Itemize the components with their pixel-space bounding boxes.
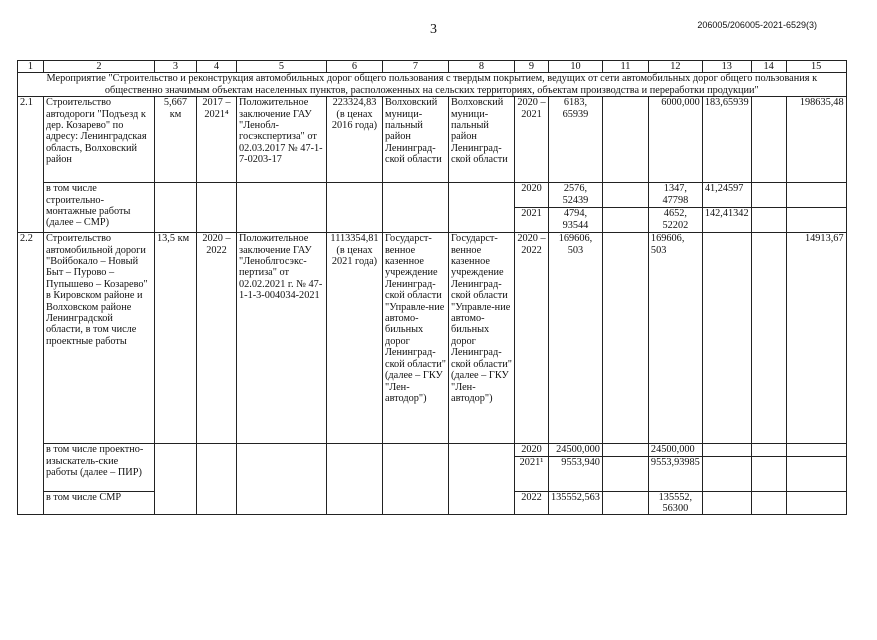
- col12-value: 9553,93985: [648, 456, 702, 491]
- empty-cell: [237, 183, 327, 233]
- period: 2020: [515, 183, 549, 208]
- col12-value: 135552, 56300: [648, 491, 702, 515]
- header-row: [18, 61, 847, 73]
- document-code: 206005/206005-2021-6529(3): [697, 20, 817, 30]
- col13-value: [702, 233, 751, 444]
- expertise-info: Положительное заключение ГАУ "Ленобл-госэкспертиза" от 02.03.2017 № 47-1-7-0203-17: [237, 97, 327, 183]
- empty-cell: [327, 444, 383, 515]
- header-cell: 7: [383, 61, 449, 73]
- header-cell: 11: [602, 61, 648, 73]
- object-name: Строительство автодороги "Подъезд к дер. Козарево" по адресу: Ленинградская область, Волховский район: [44, 97, 155, 183]
- col13-value: 183,65939: [702, 97, 751, 183]
- empty-cell: [197, 183, 237, 233]
- table-row: [18, 97, 847, 183]
- sub-label: в том числе строительно-монтажные работы (далее – СМР): [44, 183, 155, 233]
- period: 2021: [515, 208, 549, 233]
- measure-row: [18, 73, 847, 97]
- estimated-cost: 223324,83 (в ценах 2016 года): [327, 97, 383, 183]
- builder: Государст-венное казенное учреждение Ленинград-ской области "Управле-ние автомо-бильных дорог Ленинград-ской области" (далее – ГКУ "Лен-автодор"): [449, 233, 515, 444]
- empty-cell: [155, 183, 197, 233]
- sub-label: в том числе проектно-изыскатель-ские работы (далее – ПИР): [44, 444, 155, 491]
- col12-value: 169606, 503: [648, 233, 702, 444]
- customer: Государст-венное казенное учреждение Ленинград-ской области "Управле-ние автомо-бильных дорог Ленинград-ской области" (далее – ГКУ "Лен-автодор"): [383, 233, 449, 444]
- col11-value: [602, 456, 648, 491]
- col14-value: [751, 183, 786, 208]
- col13-value: [702, 444, 751, 456]
- period: 2020 – 2022: [515, 233, 549, 444]
- col14-value: [751, 233, 786, 444]
- period: 2020: [515, 444, 549, 456]
- col10-value: 9553,940: [549, 456, 603, 491]
- object-length: 13,5 км: [155, 233, 197, 444]
- builder: Волховский муници-пальный район Ленинград-ской области: [449, 97, 515, 183]
- col14-value: [751, 97, 786, 183]
- col14-value: [751, 444, 786, 456]
- col10-value: 2576, 52439: [549, 183, 603, 208]
- header-cell: 5: [237, 61, 327, 73]
- period: 2021¹: [515, 456, 549, 491]
- page-number: 3: [430, 22, 437, 37]
- row-number: 2.2: [18, 233, 44, 515]
- header-cell: 3: [155, 61, 197, 73]
- empty-cell: [327, 183, 383, 233]
- period: 2020 – 2021: [515, 97, 549, 183]
- empty-cell: [155, 444, 197, 515]
- col13-value: 142,41342: [702, 208, 751, 233]
- empty-cell: [383, 183, 449, 233]
- col15-value: [786, 444, 846, 456]
- col12-value: 6000,000: [648, 97, 702, 183]
- col13-value: 41,24597: [702, 183, 751, 208]
- col12-value: 1347, 47798: [648, 183, 702, 208]
- col10-value: 24500,000: [549, 444, 603, 456]
- header-cell: 6: [327, 61, 383, 73]
- col14-value: [751, 491, 786, 515]
- empty-cell: [383, 444, 449, 515]
- customer: Волховский муници-пальный район Ленинград-ской области: [383, 97, 449, 183]
- expertise-info: Положительное заключение ГАУ "Леноблгосэкс-пертиза" от 02.02.2021 г. № 47-1-1-3-004034-2021: [237, 233, 327, 444]
- col11-value: [602, 491, 648, 515]
- header-cell: 4: [197, 61, 237, 73]
- col14-value: [751, 456, 786, 491]
- col10-value: 6183, 65939: [549, 97, 603, 183]
- object-length: 5,667 км: [155, 97, 197, 183]
- header-cell: 15: [786, 61, 846, 73]
- header-cell: 14: [751, 61, 786, 73]
- col12-value: 4652, 52202: [648, 208, 702, 233]
- col10-value: 135552,563: [549, 491, 603, 515]
- header-cell: 1: [18, 61, 44, 73]
- col11-value: [602, 208, 648, 233]
- table-row: [18, 444, 847, 456]
- col10-value: 169606, 503: [549, 233, 603, 444]
- col14-value: [751, 208, 786, 233]
- empty-cell: [197, 444, 237, 515]
- col15-value: [786, 183, 846, 208]
- object-name: Строительство автомобильной дороги "Войбокало – Новый Быт – Пурово – Пупышево – Козарево" в Кировском районе и Волховском районе Ленинградской области, в том числе проектные работы: [44, 233, 155, 444]
- program-table: [17, 60, 847, 515]
- table-row: [18, 183, 847, 208]
- col11-value: [602, 97, 648, 183]
- col15-value: [786, 208, 846, 233]
- header-cell: 8: [449, 61, 515, 73]
- header-cell: 13: [702, 61, 751, 73]
- empty-cell: [449, 183, 515, 233]
- table-row: [18, 233, 847, 444]
- header-cell: 10: [549, 61, 603, 73]
- col15-value: 14913,67: [786, 233, 846, 444]
- period: 2022: [515, 491, 549, 515]
- col15-value: 198635,48: [786, 97, 846, 183]
- col13-value: [702, 491, 751, 515]
- header-cell: 2: [44, 61, 155, 73]
- construction-years: 2020 – 2022: [197, 233, 237, 444]
- header-cell: 9: [515, 61, 549, 73]
- col15-value: [786, 456, 846, 491]
- empty-cell: [237, 444, 327, 515]
- measure-title: Мероприятие "Строительство и реконструкция автомобильных дорог общего пользования с твердым покрытием, ведущих от сети автомобильных дорог общего пользования к общественно значимым объектам населенных пунктов, расположенных на сельских территориях, объектам производства и переработки продукции": [18, 73, 847, 97]
- construction-years: 2017 – 2021⁴: [197, 97, 237, 183]
- col12-value: 24500,000: [648, 444, 702, 456]
- col11-value: [602, 233, 648, 444]
- sub-label: в том числе СМР: [44, 491, 155, 515]
- col10-value: 4794, 93544: [549, 208, 603, 233]
- col11-value: [602, 444, 648, 456]
- header-cell: 12: [648, 61, 702, 73]
- col13-value: [702, 456, 751, 491]
- col11-value: [602, 183, 648, 208]
- empty-cell: [449, 444, 515, 515]
- col15-value: [786, 491, 846, 515]
- row-number: 2.1: [18, 97, 44, 233]
- estimated-cost: 1113354,81 (в ценах 2021 года): [327, 233, 383, 444]
